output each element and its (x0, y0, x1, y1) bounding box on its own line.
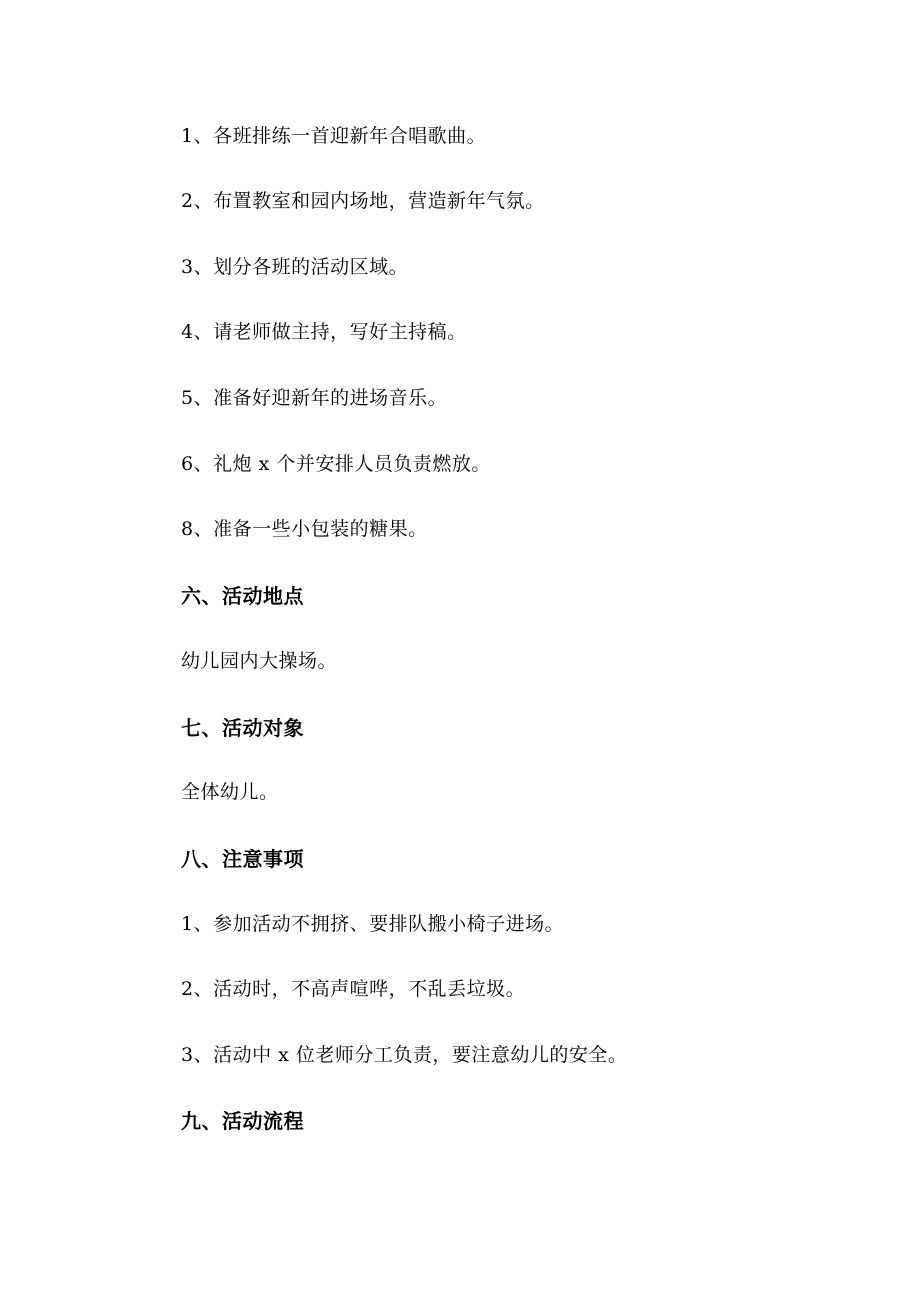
location-text: 幼儿园内大操场。 (181, 650, 338, 672)
note-item-2: 2、活动时，不高声喧哗，不乱丢垃圾。 (181, 978, 526, 1000)
note-item-3: 3、活动中 x 位老师分工负责，要注意幼儿的安全。 (181, 1044, 628, 1066)
prep-item-4: 4、请老师做主持，写好主持稿。 (181, 321, 467, 343)
note-item-1: 1、参加活动不拥挤、要排队搬小椅子进场。 (181, 913, 565, 935)
section-heading-notes: 八、注意事项 (181, 847, 304, 871)
prep-item-6: 6、礼炮 x 个并安排人员负责燃放。 (181, 453, 491, 475)
section-heading-location: 六、活动地点 (181, 584, 304, 608)
audience-text: 全体幼儿。 (181, 781, 279, 803)
section-heading-process: 九、活动流程 (181, 1109, 304, 1133)
prep-item-3: 3、划分各班的活动区域。 (181, 256, 409, 278)
section-heading-audience: 七、活动对象 (181, 716, 304, 740)
prep-item-1: 1、各班排练一首迎新年合唱歌曲。 (181, 125, 487, 147)
prep-item-8: 8、准备一些小包装的糖果。 (181, 518, 428, 540)
prep-item-2: 2、布置教室和园内场地，营造新年气氛。 (181, 190, 545, 212)
prep-item-5: 5、准备好迎新年的进场音乐。 (181, 387, 448, 409)
